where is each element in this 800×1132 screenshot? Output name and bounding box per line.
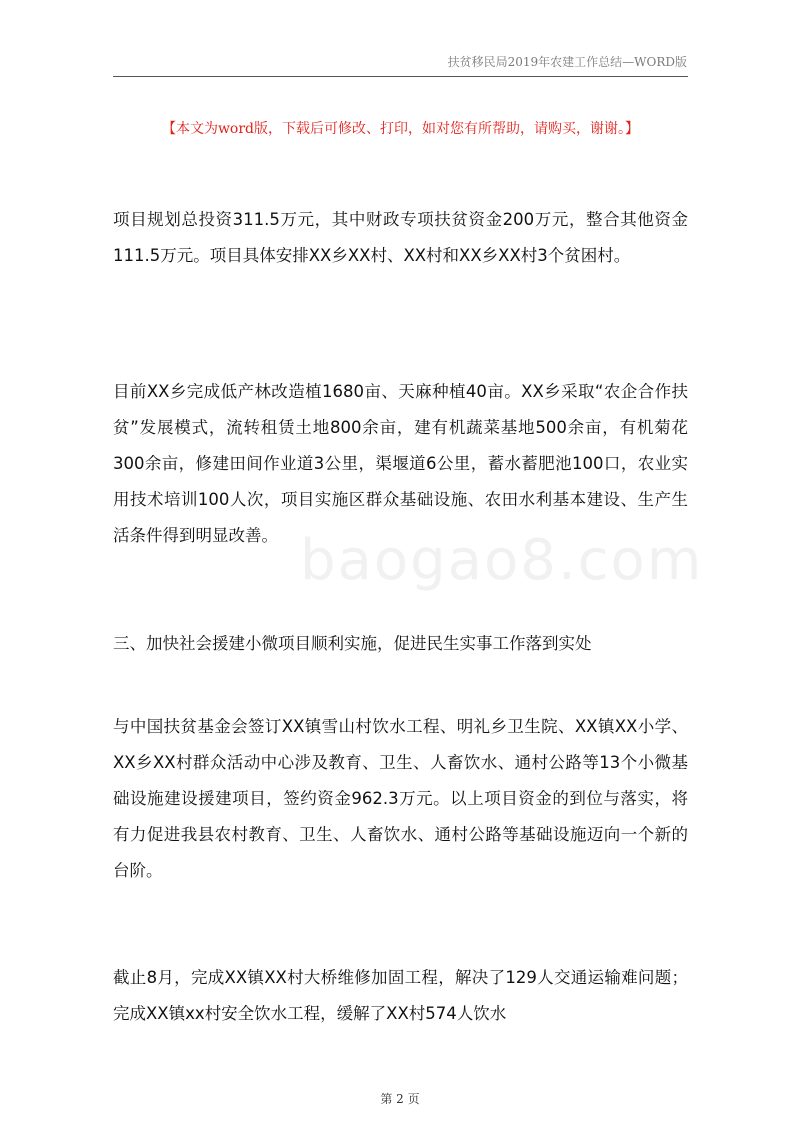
paragraph-project-investment: 项目规划总投资311.5万元，其中财政专项扶贫资金200万元，整合其他资金111.5万元。项目具体安排XX乡XX村、XX村和XX乡XX村3个贫困村。 [113,210,688,265]
header-divider [113,76,688,77]
watermark: baogao8.com [300,528,704,593]
paragraph-foundation-projects: 与中国扶贫基金会签订XX镇雪山村饮水工程、明礼乡卫生院、XX镇XX小学、XX乡XX村群众活动中心涉及教育、卫生、人畜饮水、通村公路等13个小微基础设施建设援建项目，签约资金962.3万元。以上项目资金的到位与落实，将有力促进我县农村教育、卫生、人畜饮水、通村公路等基础设施迈向一个新的台阶。 [113,717,688,880]
header-title: 扶贫移民局2019年农建工作总结—WORD版 [447,55,687,69]
section-heading-three: 三、加快社会援建小微项目顺利实施，促进民生实事工作落到实处 [113,634,592,653]
paragraph-progress: 目前XX乡完成低产林改造植1680亩、天麻种植40亩。XX乡采取“农企合作扶贫”发展模式，流转租赁土地800余亩，建有机蔬菜基地500余亩，有机菊花300余亩，修建田间作业道3公里，渠堰道6公里，蓄水蓄肥池100口，农业实用技术培训100人次，项目实施区群众基础设施、农田水利基本建设、生产生活条件得到明显改善。 [113,382,688,545]
paragraph-august-completion: 截止8月，完成XX镇XX村大桥维修加固工程，解决了129人交通运输难问题；完成XX镇xx村安全饮水工程，缓解了XX村574人饮水 [113,968,688,1023]
purchase-notice: 【本文为word版，下载后可修改、打印，如对您有所帮助，请购买，谢谢。】 [161,121,640,137]
page-number: 第 2 页 [380,1092,420,1106]
